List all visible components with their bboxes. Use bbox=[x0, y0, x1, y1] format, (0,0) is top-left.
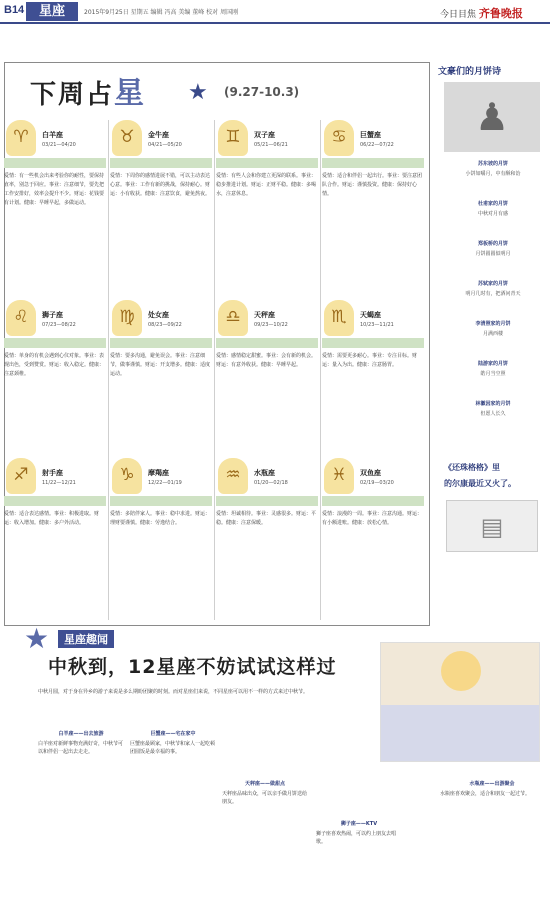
right-line-text: 月饼圆圆似明月 bbox=[475, 251, 511, 257]
illustration bbox=[380, 642, 540, 762]
sign-name: 白羊座 bbox=[42, 131, 63, 139]
sign-name: 水瓶座 bbox=[254, 469, 275, 477]
fun-column bbox=[38, 730, 124, 756]
fun-column-text: 白羊座对新鲜事物充满好奇，中秋节可以和伴侣一起出去走走。 bbox=[38, 741, 124, 755]
sign-header bbox=[4, 120, 106, 158]
crab-icon: ♋ bbox=[324, 120, 354, 156]
right-line-text: 小饼如嚼月，中有酥和饴 bbox=[465, 171, 521, 177]
sign-card bbox=[322, 458, 424, 618]
fun-column bbox=[440, 780, 544, 798]
sign-header bbox=[322, 300, 424, 338]
sign-band bbox=[322, 496, 424, 506]
paper-name bbox=[440, 5, 523, 21]
archer-icon: ♐ bbox=[6, 458, 36, 494]
sign-header bbox=[216, 120, 318, 158]
twins-icon: ♊ bbox=[218, 120, 248, 156]
fun-column-heading: 水瓶座——出游聚会 bbox=[469, 781, 515, 787]
sign-dates: 01/20—02/18 bbox=[254, 480, 288, 486]
fun-column-text: 狮子座喜欢热闹，可以约上朋友去唱歌。 bbox=[316, 831, 397, 845]
goat-icon: ♑ bbox=[112, 458, 142, 494]
headline: 中秋到，12星座不妨试试这样过 bbox=[48, 656, 337, 678]
scales-icon: ♎ bbox=[218, 300, 248, 336]
sign-header bbox=[110, 458, 212, 496]
right-line-heading: 陆游家的月饼 bbox=[477, 361, 508, 367]
sign-dates: 05/21—06/21 bbox=[254, 142, 288, 148]
sign-band bbox=[110, 338, 212, 348]
sign-header bbox=[110, 120, 212, 158]
fish-icon: ♓ bbox=[324, 458, 354, 494]
sign-text: 爱情：要多沟通，避免误会。事业：注意细节，做事谨慎。财运：开支增多。健康：适度运动。 bbox=[110, 353, 211, 377]
sign-dates: 07/23—08/22 bbox=[42, 322, 76, 328]
quote-line: 的尔康最近又火了。 bbox=[444, 479, 516, 488]
sign-name: 射手座 bbox=[42, 469, 63, 477]
sign-text: 爱情：下周你的感情进展不错，可以主动表达心意。事业：工作有新的挑战，保持耐心。财运：小有收获。健康：注意饮食，避免熬夜。 bbox=[110, 173, 211, 197]
sign-text: 爱情：感情稳定甜蜜。事业：会有新的机会。财运：有意外收获。健康：早睡早起。 bbox=[216, 353, 317, 368]
fun-column-text: 巨蟹座最顾家，中秋节和家人一起吃顿团圆饭是最幸福的事。 bbox=[130, 741, 216, 755]
sign-band bbox=[216, 158, 318, 168]
sign-header bbox=[216, 458, 318, 496]
page-number: B14 bbox=[4, 4, 25, 16]
sign-band bbox=[4, 158, 106, 168]
sign-text: 爱情：浪漫的一周。事业：注意沟通。财运：有小额进账。健康：放松心情。 bbox=[322, 511, 423, 526]
bull-icon: ♉ bbox=[112, 120, 142, 156]
sign-band bbox=[216, 338, 318, 348]
sign-name: 天秤座 bbox=[254, 311, 275, 319]
virgo-icon: ♍ bbox=[112, 300, 142, 336]
week-title-text: 下周占 bbox=[30, 80, 115, 110]
right-line-text: 月满西楼 bbox=[482, 331, 503, 337]
fun-column bbox=[130, 730, 216, 756]
sign-text: 爱情：有些人会和你建立更深的联系。事业：稳步推进计划。财运：正财平稳。健康：多喝水，注意休息。 bbox=[216, 173, 317, 197]
sign-card bbox=[110, 300, 212, 460]
divider bbox=[108, 120, 109, 620]
sign-name: 巨蟹座 bbox=[360, 131, 381, 139]
sign-dates: 10/23—11/21 bbox=[360, 322, 394, 328]
fun-column-text: 天秤座品味出众，可以亲手做月饼送给朋友。 bbox=[222, 791, 308, 805]
sign-text: 爱情：需要更多耐心。事业：专注目标。财运：量入为出。健康：注意肠胃。 bbox=[322, 353, 418, 368]
sign-text: 爱情：坦诚相待。事业：灵感很多。财运：平稳。健康：注意保暖。 bbox=[216, 511, 317, 526]
week-dates: (9.27-10.3) bbox=[224, 85, 300, 99]
paper-left: 今日目焦 bbox=[440, 10, 477, 20]
thinker-image bbox=[444, 82, 540, 152]
lion-icon: ♌ bbox=[6, 300, 36, 336]
sign-card bbox=[4, 300, 106, 460]
sign-name: 摩羯座 bbox=[148, 469, 169, 477]
divider bbox=[320, 120, 321, 620]
star-icon: ★ bbox=[188, 80, 208, 105]
right-line-text: 皓月当空照 bbox=[480, 371, 506, 377]
sign-text: 爱情：适合表达感情。事业：积极进取。财运：收入增加。健康：多户外活动。 bbox=[4, 511, 100, 526]
sign-band bbox=[4, 338, 106, 348]
quote-line: 《还珠格格》里 bbox=[444, 463, 500, 472]
sign-dates: 08/23—09/22 bbox=[148, 322, 182, 328]
sign-card bbox=[216, 458, 318, 618]
sign-name: 处女座 bbox=[148, 311, 169, 319]
sign-header bbox=[216, 300, 318, 338]
right-line-text: 但愿人长久 bbox=[480, 411, 506, 417]
sign-dates: 03/21—04/20 bbox=[42, 142, 76, 148]
sign-band bbox=[216, 496, 318, 506]
sign-card bbox=[4, 458, 106, 618]
fun-column-text: 水瓶座喜欢聚会，适合和朋友一起过节。 bbox=[440, 791, 531, 797]
sign-card bbox=[216, 300, 318, 460]
scorpion-icon: ♏ bbox=[324, 300, 354, 336]
fun-column-heading: 巨蟹座——宅在家中 bbox=[150, 731, 196, 737]
sign-name: 双鱼座 bbox=[360, 469, 381, 477]
fun-column-heading: 狮子座——KTV bbox=[340, 821, 378, 827]
scene bbox=[381, 705, 539, 761]
sign-card bbox=[216, 120, 318, 280]
sign-band bbox=[322, 158, 424, 168]
sign-card bbox=[322, 120, 424, 280]
water-icon: ♒ bbox=[218, 458, 248, 494]
sign-name: 金牛座 bbox=[148, 131, 169, 139]
intro-text: 中秋月圆，对于身在异乡的游子来说是多么期盼团聚的时刻。而对星座们来说，不同星座可以用不一样的方式来过中秋节。 bbox=[38, 689, 309, 695]
sign-dates: 12/22—01/19 bbox=[148, 480, 182, 486]
sign-dates: 02/19—03/20 bbox=[360, 480, 394, 486]
star-icon: ★ bbox=[24, 622, 50, 655]
moon-icon bbox=[441, 651, 481, 691]
sign-band bbox=[110, 496, 212, 506]
fun-column-heading: 天秤座——做甜点 bbox=[244, 781, 285, 787]
right-column-title: 文豪们的月饼诗 bbox=[438, 67, 502, 77]
sign-dates: 11/22—12/21 bbox=[42, 480, 76, 486]
week-title bbox=[30, 68, 146, 112]
book-icon: ▤ bbox=[480, 513, 504, 541]
sign-dates: 04/21—05/20 bbox=[148, 142, 182, 148]
sign-dates: 09/23—10/22 bbox=[254, 322, 288, 328]
ram-icon: ♈ bbox=[6, 120, 36, 156]
statue-icon: ♟ bbox=[474, 95, 510, 139]
sign-header bbox=[110, 300, 212, 338]
sign-name: 狮子座 bbox=[42, 311, 63, 319]
section-label: 星座趣闻 bbox=[58, 630, 114, 648]
sign-text: 爱情：有一些机会出来考验你的耐性，要保持直率，别急于回应。事业：注意细节，要先把工作安排好，效率会提升不少。财运：花钱要有计划。健康：早睡早起，多做运动。 bbox=[4, 173, 105, 206]
divider bbox=[214, 120, 215, 620]
sign-card bbox=[322, 300, 424, 460]
sign-card bbox=[4, 120, 106, 280]
fun-column bbox=[316, 820, 402, 846]
sign-header bbox=[322, 458, 424, 496]
sign-text: 爱情：适合和伴侣一起出行。事业：要注意团队合作。财运：谨慎投资。健康：保持好心情。 bbox=[322, 173, 423, 197]
dateline: 2015年9月25日 星期五 编辑 冯高 美编 董峰 校对 周国刚 bbox=[84, 9, 239, 16]
sign-band bbox=[322, 338, 424, 348]
sign-name: 天蝎座 bbox=[360, 311, 381, 319]
book-image bbox=[446, 500, 538, 552]
week-title-star: 星 bbox=[114, 76, 147, 111]
sign-header bbox=[4, 300, 106, 338]
sign-band bbox=[110, 158, 212, 168]
right-line-heading: 李清照家的月饼 bbox=[475, 321, 511, 327]
right-line-heading: 杜甫家的月饼 bbox=[477, 201, 508, 207]
sign-band bbox=[4, 496, 106, 506]
fun-column bbox=[222, 780, 308, 806]
sign-card bbox=[110, 120, 212, 280]
sign-header bbox=[4, 458, 106, 496]
fun-column-heading: 白羊座——出去旅游 bbox=[58, 731, 104, 737]
sign-dates: 06/22—07/22 bbox=[360, 142, 394, 148]
right-line-heading: 郑板桥的月饼 bbox=[477, 241, 508, 247]
right-line-text: 中秋对月有感 bbox=[477, 211, 508, 217]
section-label: 星座 bbox=[26, 2, 78, 21]
right-line-heading: 苏东坡的月饼 bbox=[477, 161, 508, 167]
paper-right: 齐鲁晚报 bbox=[478, 7, 523, 20]
sign-text: 爱情：单身的有机会遇到心仪对象。事业：表现出色，受到赞赏。财运：收入稳定。健康：注意颈椎。 bbox=[4, 353, 105, 377]
sign-card bbox=[110, 458, 212, 618]
sign-header bbox=[322, 120, 424, 158]
sign-text: 爱情：多陪伴家人。事业：稳中求进。财运：理财要谨慎。健康：劳逸结合。 bbox=[110, 511, 211, 526]
right-line-text: 明月几时有，把酒问青天 bbox=[465, 291, 521, 297]
sign-name: 双子座 bbox=[254, 131, 275, 139]
right-line-heading: 苏轼家的月饼 bbox=[477, 281, 508, 287]
right-line-heading: 林徽因家的月饼 bbox=[475, 401, 511, 407]
